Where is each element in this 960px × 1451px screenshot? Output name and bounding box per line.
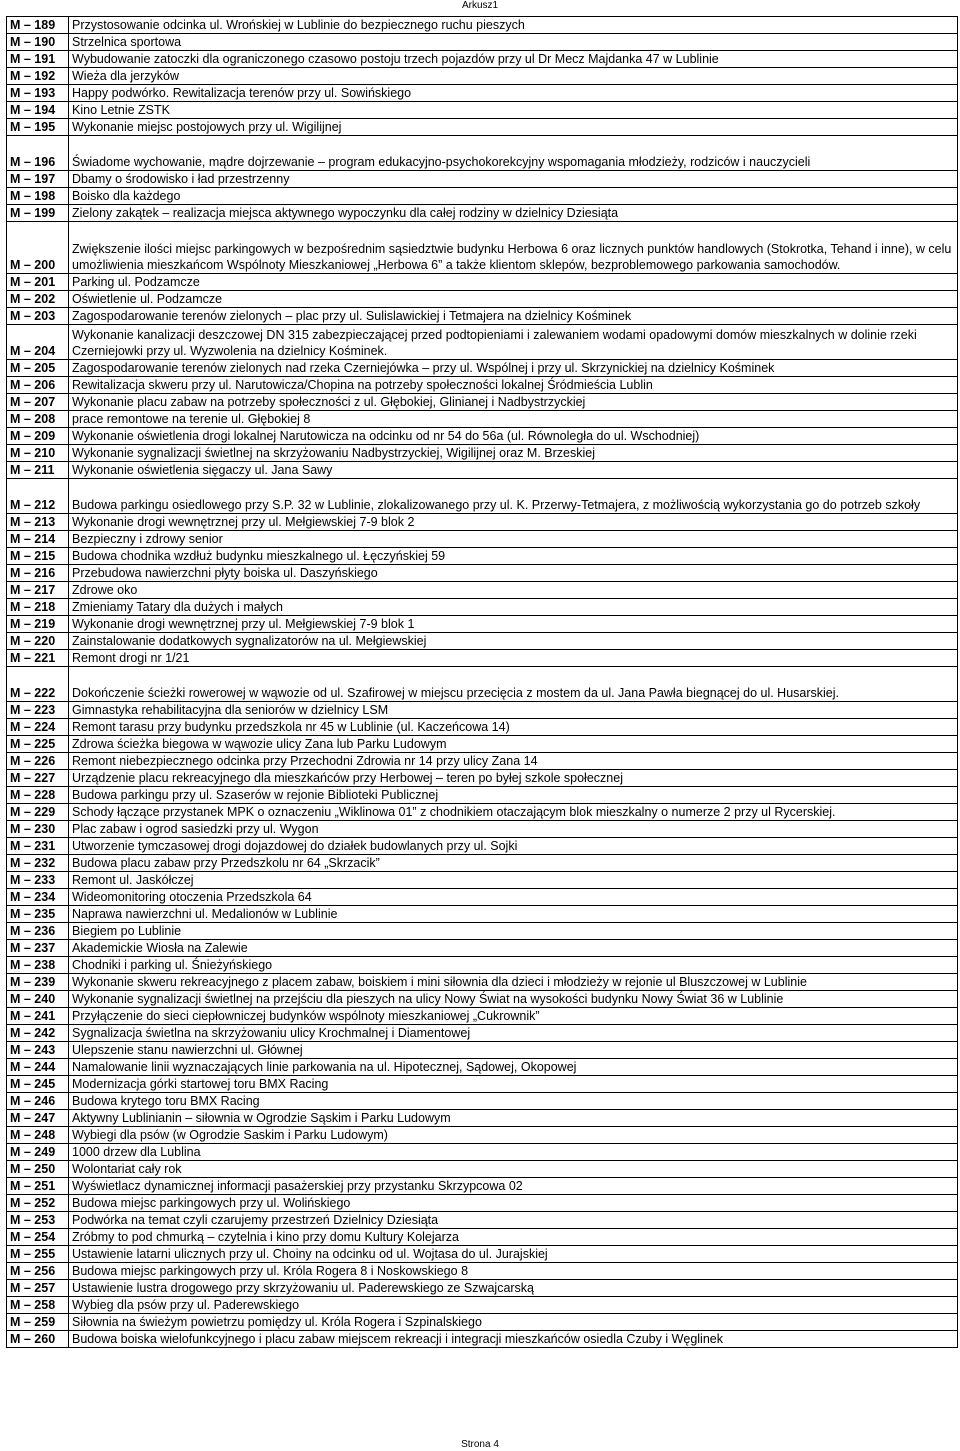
project-code-cell: M – 219 (7, 616, 69, 633)
project-code-cell: M – 231 (7, 838, 69, 855)
table-row (7, 616, 958, 633)
project-code-cell: M – 193 (7, 85, 69, 102)
table-row (7, 308, 958, 325)
project-name-cell: Budowa chodnika wzdłuż budynku mieszkalnego ul. Łęczyńskiej 59 (69, 548, 958, 565)
project-code-cell: M – 222 (7, 667, 69, 702)
project-name-cell: Zielony zakątek – realizacja miejsca aktywnego wypoczynku dla całej rodziny w dzielnicy Dziesiąta (69, 205, 958, 222)
project-code-cell: M – 224 (7, 719, 69, 736)
project-name-cell: Przystosowanie odcinka ul. Wrońskiej w Lublinie do bezpiecznego ruchu pieszych (69, 17, 958, 34)
table-row (7, 1059, 958, 1076)
project-name-cell: Budowa boiska wielofunkcyjnego i placu zabaw miejscem rekreacji i integracji mieszkańców osiedla Czuby i Węglinek (69, 1331, 958, 1348)
project-code-cell: M – 226 (7, 753, 69, 770)
project-code-cell: M – 196 (7, 136, 69, 171)
table-row (7, 1280, 958, 1297)
project-code-cell: M – 194 (7, 102, 69, 119)
project-code-cell: M – 214 (7, 531, 69, 548)
project-name-cell: Ustawienie lustra drogowego przy skrzyżowaniu ul. Paderewskiego ze Szwajcarską (69, 1280, 958, 1297)
project-name-cell: Urządzenie placu rekreacyjnego dla mieszkańców przy Herbowej – teren po byłej szkole społecznej (69, 770, 958, 787)
table-row (7, 889, 958, 906)
table-row (7, 171, 958, 188)
table-row (7, 599, 958, 616)
project-code-cell: M – 210 (7, 445, 69, 462)
project-code-cell: M – 241 (7, 1008, 69, 1025)
project-name-cell: Remont niebezpiecznego odcinka przy Przechodni Zdrowia nr 14 przy ulicy Zana 14 (69, 753, 958, 770)
project-code-cell: M – 236 (7, 923, 69, 940)
table-row (7, 291, 958, 308)
project-code-cell: M – 258 (7, 1297, 69, 1314)
project-name-cell: Dokończenie ścieżki rowerowej w wąwozie od ul. Szafirowej w miejscu przecięcia z mostem da ul. Jana Pawła biegnącej do ul. Husarskiej. (69, 667, 958, 702)
project-name-cell: Wykonanie sygnalizacji świetlnej na skrzyżowaniu Nadbystrzyckiej, Wigilijnej oraz M. Brzeskiej (69, 445, 958, 462)
project-name-cell: Zagospodarowanie terenów zielonych nad rzeka Czerniejówka – przy ul. Wspólnej i przy ul. Skrzynickiej na dzielnicy Kośminek (69, 360, 958, 377)
project-name-cell: Wyświetlacz dynamicznej informacji pasażerskiej przy przystanku Skrzypcowa 02 (69, 1178, 958, 1195)
project-name-cell: Zainstalowanie dodatkowych sygnalizatorów na ul. Mełgiewskiej (69, 633, 958, 650)
table-row (7, 787, 958, 804)
project-code-cell: M – 200 (7, 222, 69, 274)
project-name-cell: Zagospodarowanie terenów zielonych – plac przy ul. Sulislawickiej i Tetmajera na dzielnicy Kośminek (69, 308, 958, 325)
project-name-cell: Remont tarasu przy budynku przedszkola nr 45 w Lublinie (ul. Kaczeńcowa 14) (69, 719, 958, 736)
project-code-cell: M – 256 (7, 1263, 69, 1280)
project-name-cell: Przyłączenie do sieci ciepłowniczej budynków wspólnoty mieszkaniowej „Cukrownik” (69, 1008, 958, 1025)
project-code-cell: M – 237 (7, 940, 69, 957)
project-code-cell: M – 221 (7, 650, 69, 667)
projects-table (6, 16, 958, 1348)
project-name-cell: Wybiegi dla psów (w Ogrodzie Saskim i Parku Ludowym) (69, 1127, 958, 1144)
table-row (7, 821, 958, 838)
project-code-cell: M – 209 (7, 428, 69, 445)
project-code-cell: M – 223 (7, 702, 69, 719)
table-row (7, 1331, 958, 1348)
table-row (7, 736, 958, 753)
project-name-cell: Aktywny Lublinianin – siłownia w Ogrodzie Sąskim i Parku Ludowym (69, 1110, 958, 1127)
table-row (7, 923, 958, 940)
project-code-cell: M – 189 (7, 17, 69, 34)
project-code-cell: M – 198 (7, 188, 69, 205)
table-row (7, 1246, 958, 1263)
project-name-cell: Świadome wychowanie, mądre dojrzewanie – program edukacyjno-psychokorekcyjny wspomagania młodzieży, rodziców i nauczycieli (69, 136, 958, 171)
project-name-cell: Zwiększenie ilości miejsc parkingowych w bezpośrednim sąsiedztwie budynku Herbowa 6 oraz licznych punktów handlowych (Stokrotka, Tehand i inne), w celu umożliwienia mieszkańcom Wspólnoty Mieszkaniowej „Herbowa 6” a także klientom sklepów, bezproblemowego parkowania samochodów. (69, 222, 958, 274)
project-code-cell: M – 229 (7, 804, 69, 821)
table-row (7, 957, 958, 974)
project-code-cell: M – 247 (7, 1110, 69, 1127)
table-row (7, 719, 958, 736)
project-name-cell: Budowa placu zabaw przy Przedszkolu nr 64 „Skrzacik” (69, 855, 958, 872)
project-code-cell: M – 220 (7, 633, 69, 650)
project-code-cell: M – 245 (7, 1076, 69, 1093)
project-name-cell: Ustawienie latarni ulicznych przy ul. Choiny na odcinku od ul. Wojtasa do ul. Jurajskiej (69, 1246, 958, 1263)
table-row (7, 650, 958, 667)
project-code-cell: M – 252 (7, 1195, 69, 1212)
project-code-cell: M – 234 (7, 889, 69, 906)
project-name-cell: Remont drogi nr 1/21 (69, 650, 958, 667)
project-name-cell: Gimnastyka rehabilitacyjna dla seniorów w dzielnicy LSM (69, 702, 958, 719)
project-name-cell: Wykonanie drogi wewnętrznej przy ul. Mełgiewskiej 7-9 blok 2 (69, 514, 958, 531)
project-name-cell: Utworzenie tymczasowej drogi dojazdowej do działek budowlanych przy ul. Sojki (69, 838, 958, 855)
project-name-cell: Wolontariat cały rok (69, 1161, 958, 1178)
project-code-cell: M – 191 (7, 51, 69, 68)
project-code-cell: M – 248 (7, 1127, 69, 1144)
table-row (7, 17, 958, 34)
project-name-cell: Wykonanie sygnalizacji świetlnej na przejściu dla pieszych na ulicy Nowy Świat na wysokości budynku Nowy Świat 36 w Lublinie (69, 991, 958, 1008)
project-code-cell: M – 217 (7, 582, 69, 599)
table-row (7, 514, 958, 531)
project-code-cell: M – 230 (7, 821, 69, 838)
project-code-cell: M – 212 (7, 479, 69, 514)
project-code-cell: M – 205 (7, 360, 69, 377)
project-code-cell: M – 197 (7, 171, 69, 188)
table-row (7, 119, 958, 136)
page-number: Strona 4 (461, 1439, 499, 1450)
project-name-cell: Wybieg dla psów przy ul. Paderewskiego (69, 1297, 958, 1314)
project-name-cell: Wykonanie placu zabaw na potrzeby społeczności z ul. Głębokiej, Glinianej i Nadbystrzyckiej (69, 394, 958, 411)
project-name-cell: Zróbmy to pod chmurką – czytelnia i kino przy domu Kultury Kolejarza (69, 1229, 958, 1246)
project-name-cell: Przebudowa nawierzchni płyty boiska ul. Daszyńskiego (69, 565, 958, 582)
project-code-cell: M – 235 (7, 906, 69, 923)
project-code-cell: M – 202 (7, 291, 69, 308)
project-name-cell: 1000 drzew dla Lublina (69, 1144, 958, 1161)
table-row (7, 702, 958, 719)
project-code-cell: M – 201 (7, 274, 69, 291)
table-row (7, 906, 958, 923)
table-row (7, 51, 958, 68)
projects-table-body (7, 17, 958, 1348)
project-code-cell: M – 253 (7, 1212, 69, 1229)
table-row (7, 188, 958, 205)
project-code-cell: M – 255 (7, 1246, 69, 1263)
project-name-cell: Oświetlenie ul. Podzamcze (69, 291, 958, 308)
project-code-cell: M – 192 (7, 68, 69, 85)
project-name-cell: Sygnalizacja świetlna na skrzyżowaniu ulicy Krochmalnej i Diamentowej (69, 1025, 958, 1042)
project-name-cell: Podwórka na temat czyli czarujemy przestrzeń Dzielnicy Dziesiąta (69, 1212, 958, 1229)
project-name-cell: Happy podwórko. Rewitalizacja terenów przy ul. Sowińskiego (69, 85, 958, 102)
project-name-cell: Budowa miejsc parkingowych przy ul. Króla Rogera 8 i Noskowskiego 8 (69, 1263, 958, 1280)
project-code-cell: M – 259 (7, 1314, 69, 1331)
table-row (7, 940, 958, 957)
table-row (7, 974, 958, 991)
project-name-cell: Remont ul. Jaskółczej (69, 872, 958, 889)
table-row (7, 34, 958, 51)
project-name-cell: Wybudowanie zatoczki dla ograniczonego czasowo postoju trzech pojazdów przy ul Dr Mecz Majdanka 47 w Lublinie (69, 51, 958, 68)
table-row (7, 274, 958, 291)
table-row (7, 804, 958, 821)
table-row (7, 479, 958, 514)
project-code-cell: M – 260 (7, 1331, 69, 1348)
project-name-cell: Wykonanie oświetlenia sięgaczy ul. Jana Sawy (69, 462, 958, 479)
table-row (7, 770, 958, 787)
project-name-cell: Wykonanie skweru rekreacyjnego z placem zabaw, boiskiem i mini siłownia dla dzieci i młodzieży w rejonie ul Bluszczowej w Lublinie (69, 974, 958, 991)
project-code-cell: M – 238 (7, 957, 69, 974)
project-code-cell: M – 225 (7, 736, 69, 753)
project-code-cell: M – 251 (7, 1178, 69, 1195)
project-name-cell: Wykonanie kanalizacji deszczowej DN 315 zabezpieczającej przed podtopieniami i zalewaniem wodami opadowymi domów mieszkalnych w dolinie rzeki Czerniejowki przy ul. Wyzwolenia na dzielnicy Kośminek. (69, 325, 958, 360)
table-row (7, 855, 958, 872)
table-row (7, 1025, 958, 1042)
table-row (7, 1263, 958, 1280)
table-row (7, 136, 958, 171)
table-row (7, 753, 958, 770)
table-row (7, 1127, 958, 1144)
project-code-cell: M – 216 (7, 565, 69, 582)
table-row (7, 462, 958, 479)
table-row (7, 85, 958, 102)
table-row (7, 667, 958, 702)
project-name-cell: prace remontowe na terenie ul. Głębokiej 8 (69, 411, 958, 428)
project-code-cell: M – 242 (7, 1025, 69, 1042)
sheet-name: Arkusz1 (461, 0, 499, 11)
project-code-cell: M – 218 (7, 599, 69, 616)
project-name-cell: Dbamy o środowisko i ład przestrzenny (69, 171, 958, 188)
project-code-cell: M – 250 (7, 1161, 69, 1178)
table-row (7, 1195, 958, 1212)
table-row (7, 445, 958, 462)
project-name-cell: Wykonanie miejsc postojowych przy ul. Wigilijnej (69, 119, 958, 136)
project-name-cell: Budowa krytego toru BMX Racing (69, 1093, 958, 1110)
table-row (7, 428, 958, 445)
table-row (7, 360, 958, 377)
table-row (7, 565, 958, 582)
table-row (7, 1144, 958, 1161)
project-code-cell: M – 204 (7, 325, 69, 360)
project-name-cell: Zdrowa ścieżka biegowa w wąwozie ulicy Zana lub Parku Ludowym (69, 736, 958, 753)
table-row (7, 394, 958, 411)
project-code-cell: M – 232 (7, 855, 69, 872)
project-name-cell: Plac zabaw i ogrod sasiedzki przy ul. Wygon (69, 821, 958, 838)
table-row (7, 531, 958, 548)
table-row (7, 1093, 958, 1110)
project-name-cell: Ulepszenie stanu nawierzchni ul. Głównej (69, 1042, 958, 1059)
project-code-cell: M – 206 (7, 377, 69, 394)
project-name-cell: Akademickie Wiosła na Zalewie (69, 940, 958, 957)
project-name-cell: Wykonanie drogi wewnętrznej przy ul. Mełgiewskiej 7-9 blok 1 (69, 616, 958, 633)
project-code-cell: M – 208 (7, 411, 69, 428)
project-name-cell: Budowa miejsc parkingowych przy ul. Wolińskiego (69, 1195, 958, 1212)
table-row (7, 633, 958, 650)
table-row (7, 1076, 958, 1093)
project-code-cell: M – 239 (7, 974, 69, 991)
table-row (7, 872, 958, 889)
project-name-cell: Naprawa nawierzchni ul. Medalionów w Lublinie (69, 906, 958, 923)
project-name-cell: Rewitalizacja skweru przy ul. Narutowicza/Chopina na potrzeby społeczności lokalnej Śródmieścia Lublin (69, 377, 958, 394)
table-row (7, 1161, 958, 1178)
project-code-cell: M – 203 (7, 308, 69, 325)
project-name-cell: Modernizacja górki startowej toru BMX Racing (69, 1076, 958, 1093)
project-name-cell: Wideomonitoring otoczenia Przedszkola 64 (69, 889, 958, 906)
project-name-cell: Schody łączące przystanek MPK o oznaczeniu „Wiklinowa 01” z chodnikiem otaczającym blok mieszkalny o numerze 2 przy ul Rycerskiej. (69, 804, 958, 821)
project-name-cell: Zmieniamy Tatary dla dużych i małych (69, 599, 958, 616)
project-name-cell: Wieża dla jerzyków (69, 68, 958, 85)
table-row (7, 68, 958, 85)
table-row (7, 102, 958, 119)
project-name-cell: Zdrowe oko (69, 582, 958, 599)
project-code-cell: M – 246 (7, 1093, 69, 1110)
table-row (7, 1297, 958, 1314)
project-code-cell: M – 190 (7, 34, 69, 51)
project-name-cell: Kino Letnie ZSTK (69, 102, 958, 119)
project-code-cell: M – 199 (7, 205, 69, 222)
project-name-cell: Strzelnica sportowa (69, 34, 958, 51)
table-row (7, 325, 958, 360)
table-row (7, 1314, 958, 1331)
project-code-cell: M – 244 (7, 1059, 69, 1076)
project-code-cell: M – 195 (7, 119, 69, 136)
table-row (7, 1229, 958, 1246)
table-row (7, 1110, 958, 1127)
table-row (7, 411, 958, 428)
project-name-cell: Boisko dla każdego (69, 188, 958, 205)
project-name-cell: Bezpieczny i zdrowy senior (69, 531, 958, 548)
table-row (7, 1008, 958, 1025)
project-name-cell: Budowa parkingu przy ul. Szaserów w rejonie Biblioteki Publicznej (69, 787, 958, 804)
project-code-cell: M – 257 (7, 1280, 69, 1297)
table-row (7, 548, 958, 565)
project-name-cell: Chodniki i parking ul. Śnieżyńskiego (69, 957, 958, 974)
project-code-cell: M – 215 (7, 548, 69, 565)
project-code-cell: M – 228 (7, 787, 69, 804)
project-name-cell: Wykonanie oświetlenia drogi lokalnej Narutowicza na odcinku od nr 54 do 56a (ul. Równoległa do ul. Wschodniej) (69, 428, 958, 445)
project-code-cell: M – 213 (7, 514, 69, 531)
table-row (7, 205, 958, 222)
project-name-cell: Namalowanie linii wyznaczających linie parkowania na ul. Hipotecznej, Sądowej, Okopowej (69, 1059, 958, 1076)
project-code-cell: M – 233 (7, 872, 69, 889)
project-code-cell: M – 243 (7, 1042, 69, 1059)
project-code-cell: M – 254 (7, 1229, 69, 1246)
project-code-cell: M – 211 (7, 462, 69, 479)
project-code-cell: M – 227 (7, 770, 69, 787)
project-name-cell: Budowa parkingu osiedlowego przy S.P. 32 w Lublinie, zlokalizowanego przy ul. K. Przerwy-Tetmajera, z możliwością wykorzystania go do potrzeb szkoły (69, 479, 958, 514)
table-row (7, 1212, 958, 1229)
project-code-cell: M – 207 (7, 394, 69, 411)
table-row (7, 838, 958, 855)
project-code-cell: M – 249 (7, 1144, 69, 1161)
table-row (7, 1178, 958, 1195)
project-name-cell: Siłownia na świeżym powietrzu pomiędzy ul. Króla Rogera i Szpinalskiego (69, 1314, 958, 1331)
table-row (7, 222, 958, 274)
project-name-cell: Biegiem po Lublinie (69, 923, 958, 940)
table-row (7, 991, 958, 1008)
project-name-cell: Parking ul. Podzamcze (69, 274, 958, 291)
table-row (7, 1042, 958, 1059)
table-row (7, 582, 958, 599)
table-row (7, 377, 958, 394)
project-code-cell: M – 240 (7, 991, 69, 1008)
